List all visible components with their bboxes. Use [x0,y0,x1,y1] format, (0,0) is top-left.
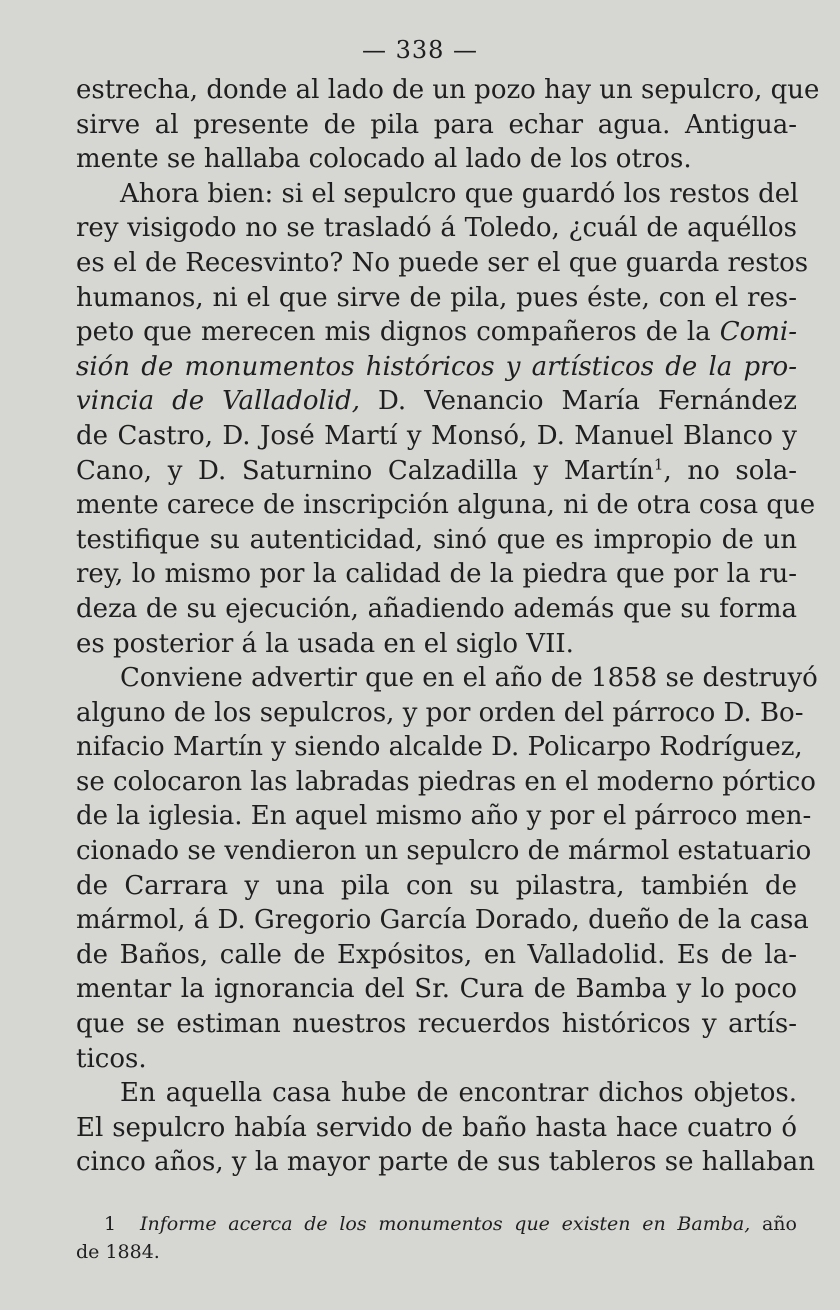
text-line: alguno de los sepulcros, y por orden del párroco D. Bo- [76,697,804,728]
text-line: mente carece de inscripción alguna, ni de otra cosa que [76,490,816,521]
text-segment: D. Venancio María Fernández [378,386,798,417]
text-line: estrecha, donde al lado de un pozo hay un sepulcro, que [76,75,820,105]
text-line: de la iglesia. En aquel mismo año y por el párroco men- [76,801,812,832]
text-line [76,454,797,489]
text-line: mentar la ignorancia del Sr. Cura de Bamba y lo poco [76,974,797,1005]
footnote-line: de 1884. [76,1241,160,1263]
text-line: testifique su autenticidad, sinó que es impropio de un [76,524,797,555]
text-segment-italic: Comi- [719,317,798,348]
text-line [76,384,797,419]
footnote-text-tail: año [761,1213,797,1235]
page-number: — 338 — [361,36,479,64]
footnote [76,1210,797,1266]
text-line: cionado se vendieron un sepulcro de mármol estatuario [76,836,812,867]
text-line: rey, lo mismo por la calidad de la piedra que por la ru- [76,559,797,590]
text-line: se colocaron las labradas piedras en el moderno pórtico [76,766,816,797]
text-line: cinco años, y la mayor parte de sus tableros se hallaban [76,1147,816,1178]
footnote-line [76,1210,797,1238]
text-line: deza de su ejecución, añadiendo además que su forma [76,593,797,624]
text-line: mármol, á D. Gregorio García Dorado, dueño de la casa [76,905,809,936]
text-line: humanos, ni el que sirve de pila, pues éste, con el res- [76,282,797,313]
text-line: mente se hallaba colocado al lado de los otros. [76,144,692,175]
text-line: de Castro, D. José Martí y Monsó, D. Manuel Blanco y [76,420,797,451]
text-line: Conviene advertir que en el año de 1858 se destruyó [120,663,818,694]
text-line: de Carrara y una pila con su pilastra, también de [76,870,797,901]
text-segment: , no sola- [663,455,797,486]
text-segment: peto que merecen mis dignos compañeros de la [76,317,711,348]
text-line: de Baños, calle de Expósitos, en Valladolid. Es de la- [76,939,797,970]
text-segment-italic: vincia de Valladolid, [76,386,361,417]
text-line: es el de Recesvinto? No puede ser el que guarda restos [76,247,809,278]
body-text [76,73,820,1180]
text-line: En aquella casa hube de encontrar dichos objetos. [120,1078,797,1109]
text-line: que se estiman nuestros recuerdos históricos y artís- [76,1009,797,1040]
text-line: ticos. [76,1043,147,1074]
text-line [76,315,797,350]
footnote-number: 1 [104,1213,117,1235]
text-line: El sepulcro había servido de baño hasta hace cuatro ó [76,1112,797,1143]
text-line: Ahora bien: si el sepulcro que guardó los restos del [120,178,799,209]
text-line: sirve al presente de pila para echar agua. Antigua- [76,109,797,140]
text-line: rey visigodo no se trasladó á Toledo, ¿cuál de aquéllos [76,213,797,244]
text-line: nifacio Martín y siendo alcalde D. Policarpo Rodríguez, [76,732,803,763]
footnote-text-italic: Informe acerca de los monumentos que existen en Bamba, [140,1213,751,1235]
footnote-reference: 1 [653,454,664,473]
text-line-italic: sión de monumentos históricos y artísticos de la pro- [76,351,797,382]
text-segment: Cano, y D. Saturnino Calzadilla y Martín [76,455,654,486]
text-line: es posterior á la usada en el siglo VII. [76,628,574,659]
